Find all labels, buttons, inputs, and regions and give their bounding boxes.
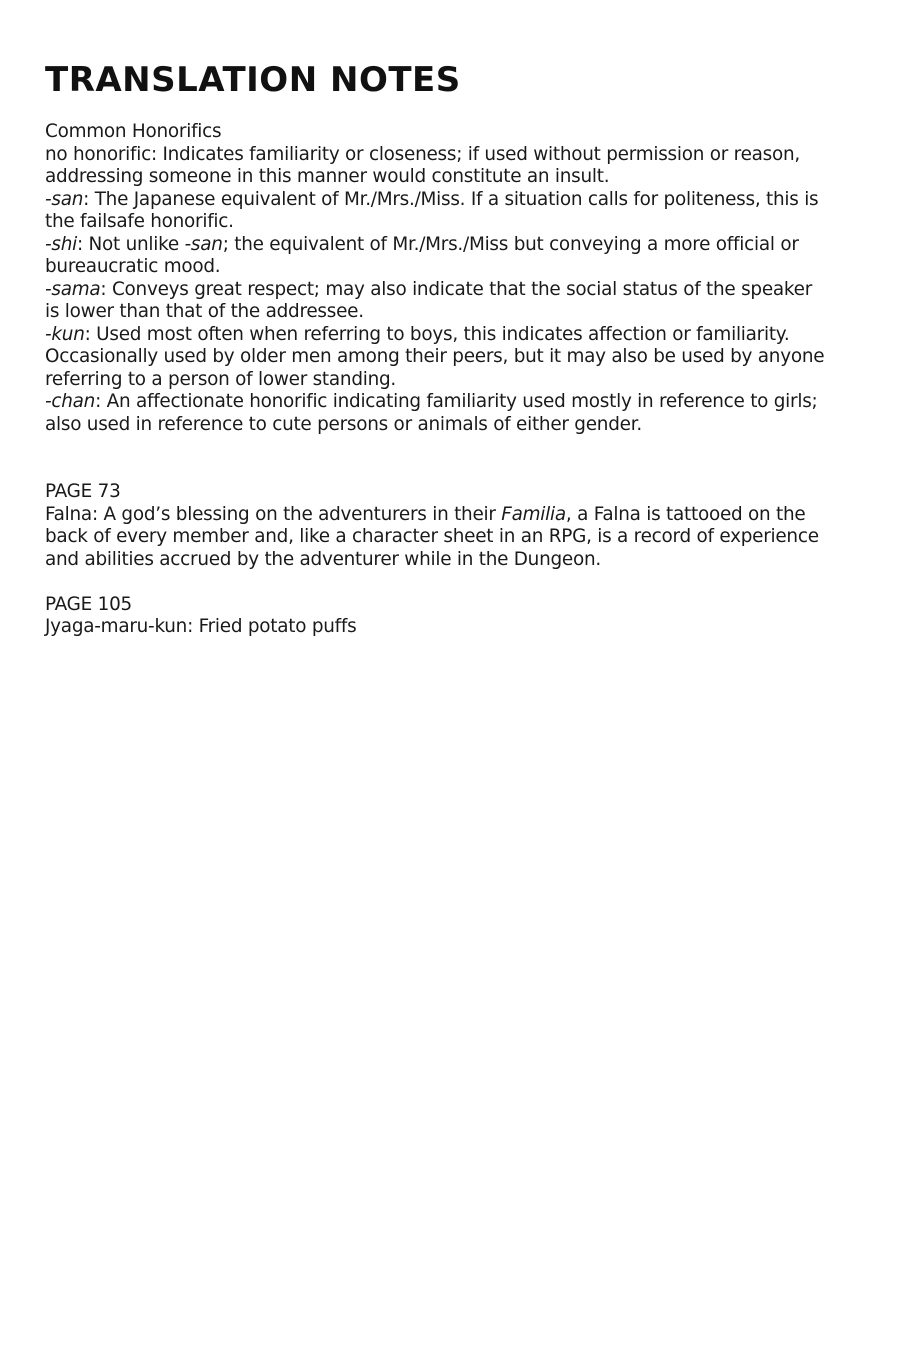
honorific-definition: : The Japanese equivalent of Mr./Mrs./Miss. If a situation calls for politeness, this is the failsafe honorific.	[45, 188, 819, 232]
note-page-label: PAGE 105	[45, 593, 132, 615]
note-text	[45, 504, 825, 572]
note-text: Jyaga-maru-kun: Fried potato puffs	[45, 616, 357, 637]
honorific-definition: : Used most often when referring to boys, this indicates affection or familiarity. Occasionally used by older men among their peers, but it may also be used by anyone referring to a person of lower standing.	[45, 323, 825, 390]
note-spacer	[45, 571, 825, 594]
honorific-entry-shi	[45, 234, 825, 279]
honorific-entry-san	[45, 189, 825, 234]
translation-notes-page	[45, 58, 825, 639]
note-text-part: Falna: A god’s blessing on the adventurers in their	[45, 503, 502, 525]
honorific-entry-kun	[45, 324, 825, 392]
honorific-definition: : Indicates familiarity or closeness; if used without permission or reason, addressing someone in this manner would constitute an insult.	[45, 143, 800, 187]
honorifics-section	[45, 121, 825, 639]
note-italic-term: Familia	[501, 503, 566, 525]
honorific-definition-part: ; the equivalent of Mr./Mrs./Miss but conveying a more official or bureaucratic mood.	[45, 233, 799, 277]
honorific-inline-term: -san	[184, 233, 223, 255]
note-page-73	[45, 481, 825, 571]
honorific-entry-none	[45, 144, 825, 189]
honorific-term: -kun	[45, 323, 85, 345]
honorific-definition: : An affectionate honorific indicating familiarity used mostly in reference to girls; also used in reference to cute persons or animals of either gender.	[45, 391, 818, 435]
honorifics-heading: Common Honorifics	[45, 121, 222, 142]
honorific-term: -chan	[45, 391, 96, 412]
section-spacer	[45, 436, 825, 481]
honorific-definition-part: : Not unlike	[76, 233, 185, 255]
honorific-term: -sama	[45, 278, 101, 300]
note-page-105	[45, 594, 825, 639]
honorific-definition: : Conveys great respect; may also indicate that the social status of the speaker is lower than that of the addressee.	[45, 278, 813, 322]
honorific-term: -shi	[45, 233, 77, 255]
page-title: TRANSLATION NOTES	[45, 60, 461, 100]
honorific-entry-sama	[45, 279, 825, 324]
honorific-entry-chan	[45, 391, 825, 436]
note-text-part: , a Falna is tattooed on the back of every member and, like a character sheet in an RPG, is a record of experience and abilities accrued by the adventurer while in the Dungeon.	[45, 503, 819, 570]
note-page-label: PAGE 73	[45, 481, 121, 502]
honorific-term: -san	[45, 188, 84, 210]
honorific-lead: no honorific	[45, 143, 151, 165]
